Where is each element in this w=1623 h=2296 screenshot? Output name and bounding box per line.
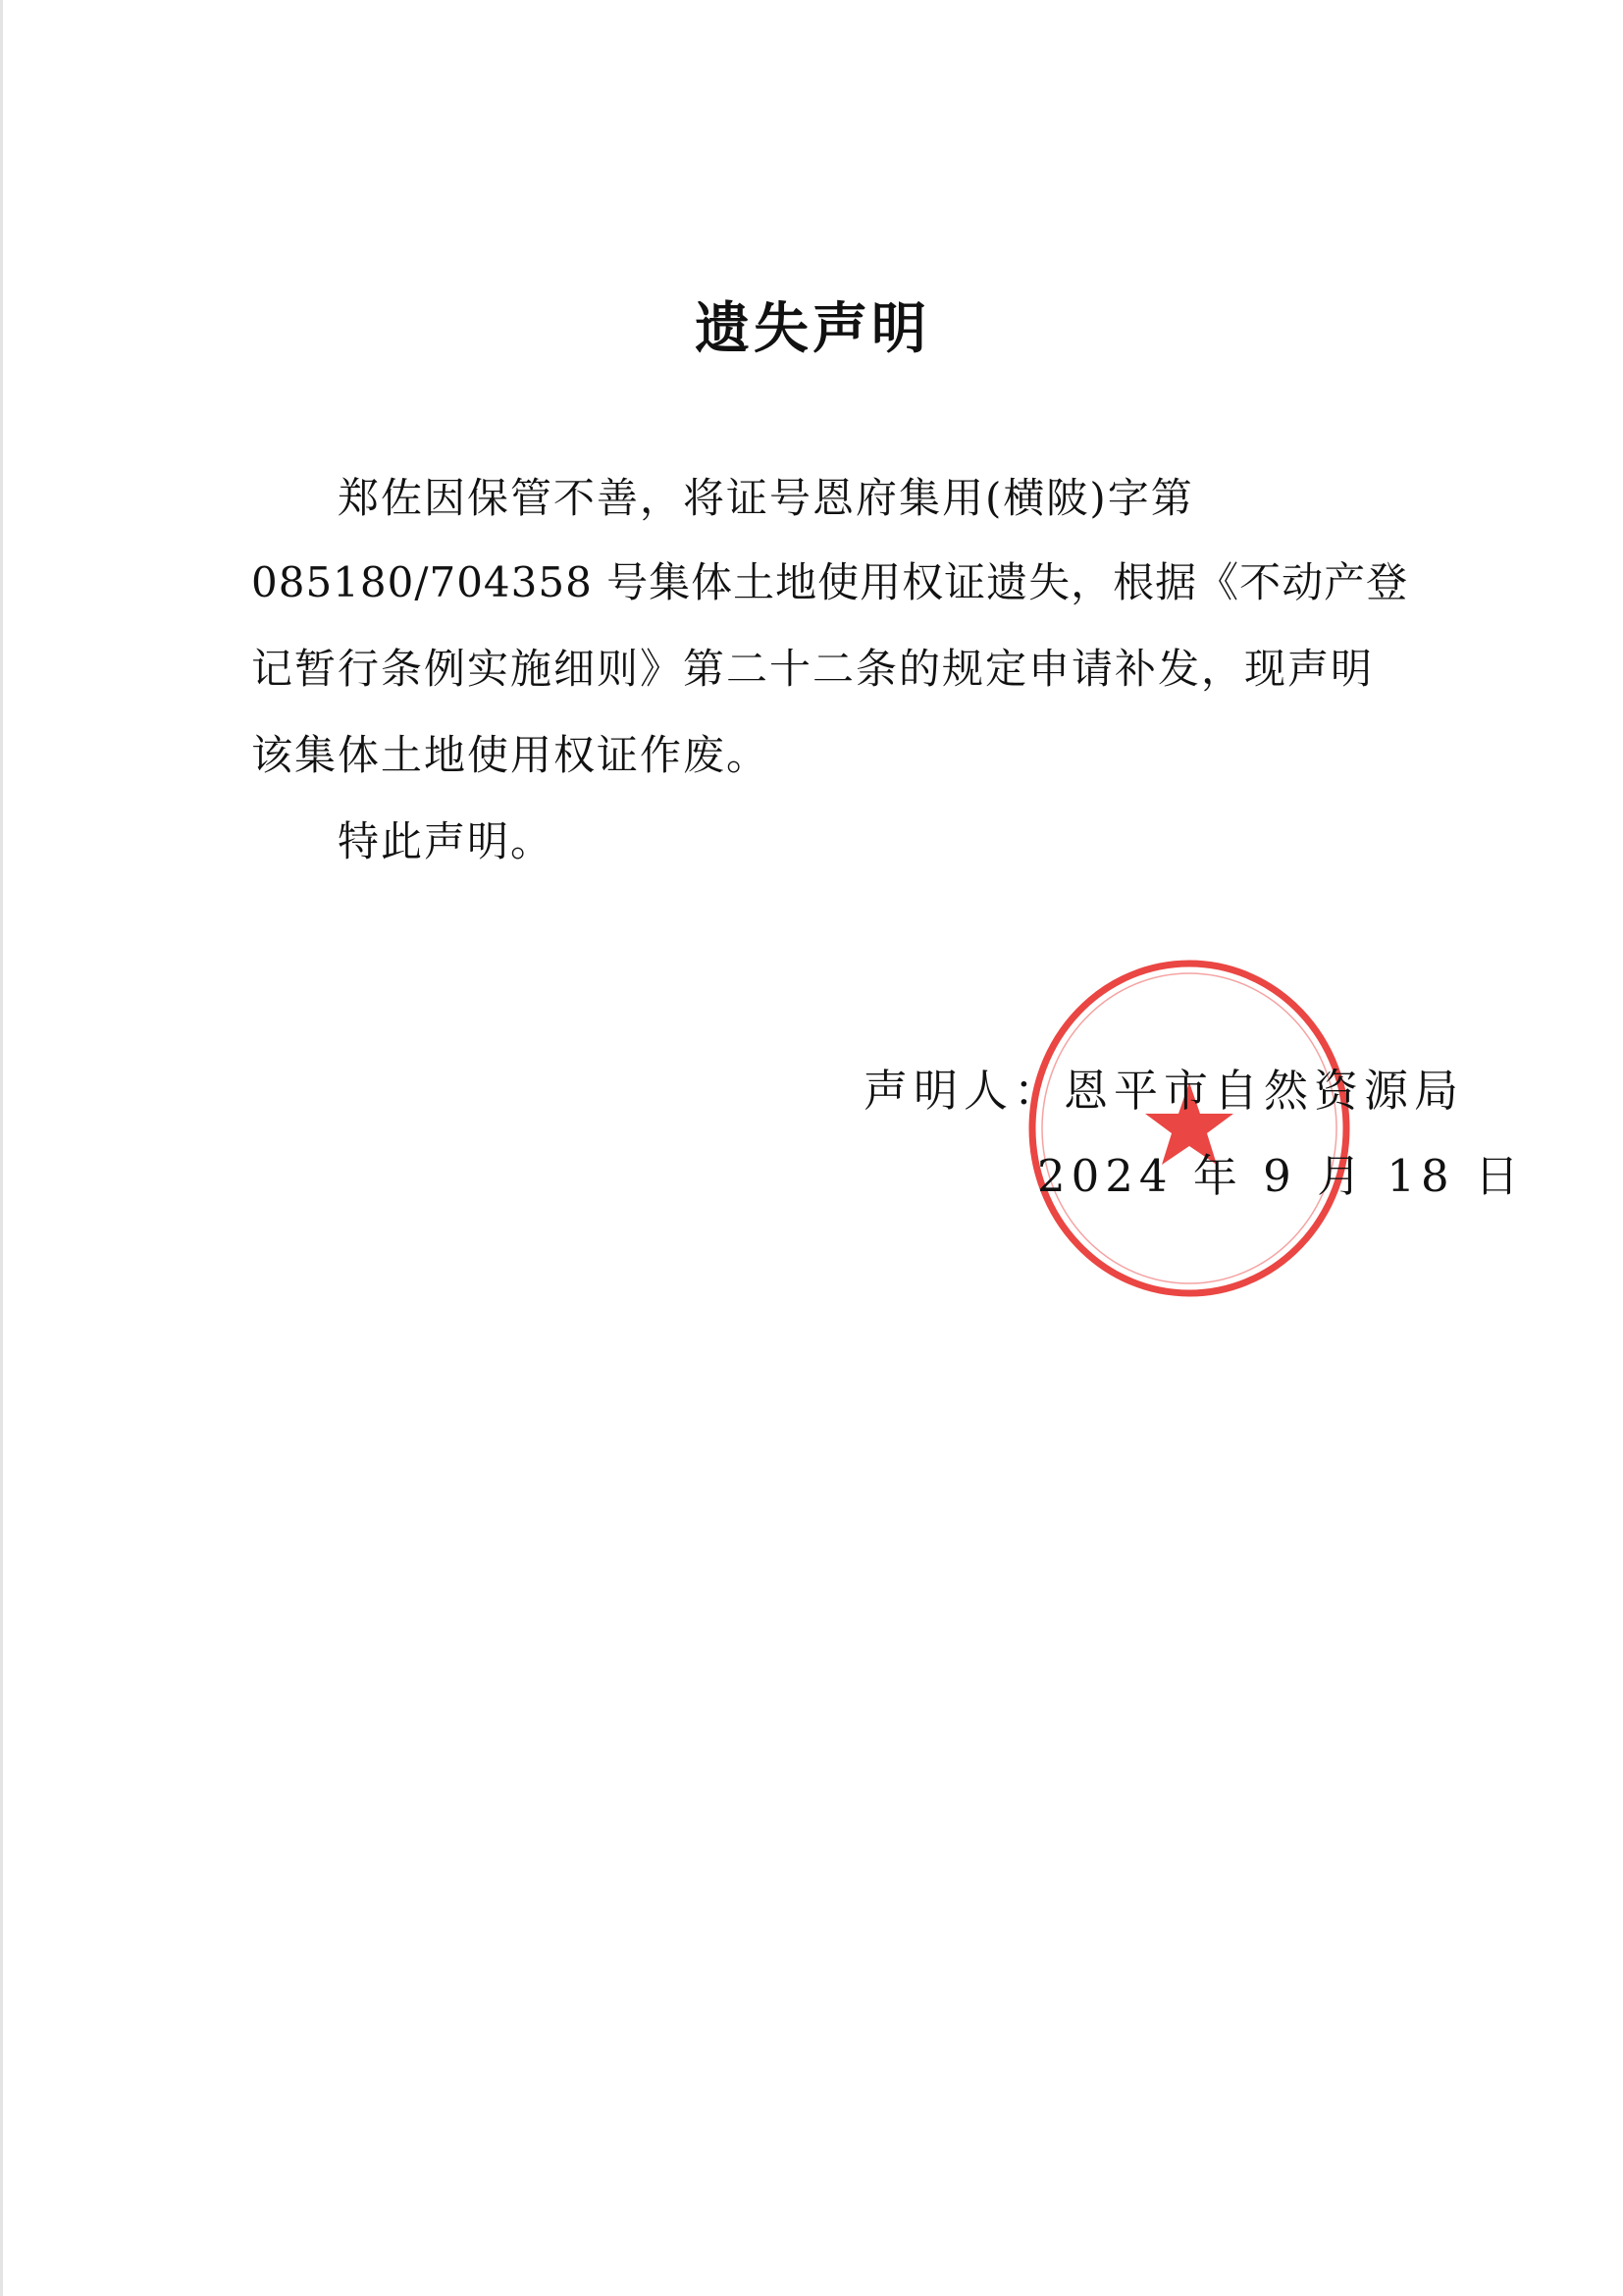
- page-title: 遗失声明: [695, 297, 930, 361]
- official-seal: [1021, 957, 1359, 1300]
- body-line-1: 郑佐因保管不善，将证号恩府集用(横陂)字第: [338, 474, 1194, 522]
- declarant-label: 声明人：: [864, 1065, 1065, 1117]
- closing-line: 特此声明。: [338, 817, 554, 865]
- body-line-3: 记暂行条例实施细则》第二十二条的规定申请补发，现声明: [251, 645, 1375, 693]
- page-edge: [0, 0, 3, 2296]
- declarant-name: 恩平市自然资源局: [1064, 1065, 1465, 1117]
- declarant-line: [864, 1062, 1464, 1121]
- body-line-4: 该集体土地使用权证作废。: [251, 731, 770, 779]
- body-line-2: 085180/704358 号集体土地使用权证遗失，根据《不动产登: [251, 558, 1409, 606]
- declaration-date: 2024 年 9 月 18 日: [1037, 1150, 1525, 1202]
